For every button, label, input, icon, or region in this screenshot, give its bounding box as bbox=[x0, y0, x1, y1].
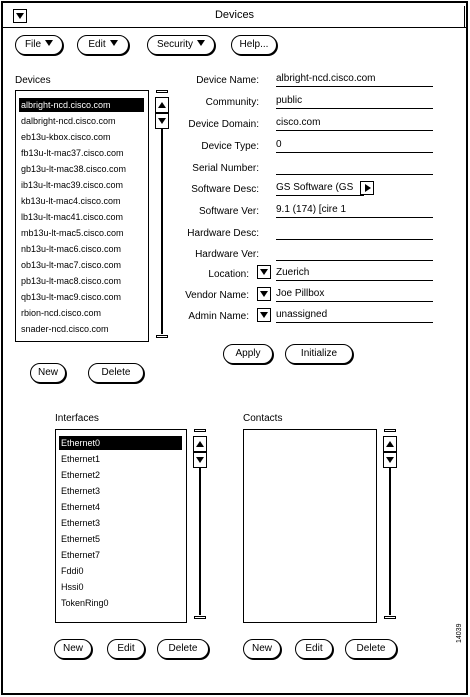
device-name-label: Device Name: bbox=[196, 75, 259, 86]
contacts-new-button[interactable] bbox=[243, 639, 281, 659]
scroll-down-icon[interactable] bbox=[155, 113, 169, 129]
location-field[interactable]: Zuerich bbox=[276, 267, 433, 281]
window-title: Devices bbox=[214, 9, 255, 21]
scrollbar-track[interactable] bbox=[389, 468, 391, 615]
interface-list-item[interactable]: Ethernet3 bbox=[61, 518, 101, 528]
file-menu-button[interactable] bbox=[15, 35, 63, 55]
contacts-new-label: New bbox=[251, 643, 272, 654]
scrollbar-bottom-cap bbox=[384, 616, 396, 619]
device-domain-field[interactable]: cisco.com bbox=[276, 117, 433, 131]
scrollbar-top-cap bbox=[384, 429, 396, 432]
apply-label: Apply bbox=[235, 348, 261, 359]
devices-scrollbar[interactable] bbox=[155, 90, 169, 342]
edit-menu-label: Edit bbox=[88, 39, 106, 50]
help-button-label: Help... bbox=[239, 39, 269, 50]
interface-list-item[interactable]: Ethernet0 bbox=[59, 436, 182, 450]
devices-window bbox=[1, 1, 468, 695]
contacts-delete-label: Delete bbox=[356, 643, 386, 654]
initialize-button[interactable] bbox=[285, 344, 353, 364]
vendor-dropdown-icon[interactable] bbox=[257, 287, 271, 301]
interfaces-list[interactable] bbox=[55, 429, 187, 623]
device-list-item[interactable]: fb13u-lt-mac37.cisco.com bbox=[21, 148, 124, 158]
security-menu-button[interactable] bbox=[147, 35, 215, 55]
software-desc-label: Software Desc: bbox=[191, 184, 259, 195]
device-list-item[interactable]: rbion-ncd.cisco.com bbox=[21, 308, 102, 318]
interface-list-item[interactable]: Fddi0 bbox=[61, 566, 84, 576]
figure-id: 14039 bbox=[456, 623, 463, 643]
scrollbar-track[interactable] bbox=[199, 468, 201, 615]
security-menu-label: Security bbox=[156, 39, 194, 50]
scrollbar-bottom-cap bbox=[156, 335, 168, 338]
device-list-item[interactable]: mb13u-lt-mac5.cisco.com bbox=[21, 228, 124, 238]
scroll-down-icon[interactable] bbox=[383, 452, 397, 468]
device-list-item[interactable]: gb13u-lt-mac38.cisco.com bbox=[21, 164, 127, 174]
scroll-up-icon[interactable] bbox=[383, 436, 397, 452]
interface-list-item[interactable]: Ethernet7 bbox=[61, 550, 101, 560]
hardware-desc-label: Hardware Desc: bbox=[187, 228, 259, 239]
interface-list-item[interactable]: Ethernet1 bbox=[61, 454, 101, 464]
devices-delete-button[interactable] bbox=[88, 363, 144, 383]
interfaces-delete-button[interactable] bbox=[157, 639, 209, 659]
title-bar-edge bbox=[464, 6, 466, 28]
software-ver-field[interactable]: 9.1 (174) [cire 1 bbox=[276, 204, 433, 218]
edit-menu-button[interactable] bbox=[77, 35, 129, 55]
chevron-down-icon bbox=[197, 40, 205, 46]
scrollbar-top-cap bbox=[156, 90, 168, 93]
admin-name-label: Admin Name: bbox=[188, 311, 249, 322]
chevron-right-icon[interactable] bbox=[360, 181, 374, 195]
device-name-field[interactable]: albright-ncd.cisco.com bbox=[276, 73, 433, 87]
software-desc-field[interactable]: GS Software (GS bbox=[276, 182, 364, 196]
interfaces-edit-label: Edit bbox=[117, 643, 135, 654]
device-list-item[interactable]: ib13u-lt-mac39.cisco.com bbox=[21, 180, 124, 190]
admin-dropdown-icon[interactable] bbox=[257, 308, 271, 322]
serial-number-label: Serial Number: bbox=[192, 163, 259, 174]
scrollbar-track[interactable] bbox=[161, 129, 163, 334]
hardware-ver-label: Hardware Ver: bbox=[195, 249, 259, 260]
device-list-item[interactable]: nb13u-lt-mac6.cisco.com bbox=[21, 244, 122, 254]
location-dropdown-icon[interactable] bbox=[257, 265, 271, 279]
devices-label: Devices bbox=[15, 75, 51, 86]
interfaces-label: Interfaces bbox=[55, 413, 99, 424]
interfaces-scrollbar[interactable] bbox=[193, 429, 207, 623]
apply-button[interactable] bbox=[223, 344, 273, 364]
vendor-name-field[interactable]: Joe Pillbox bbox=[276, 288, 433, 302]
scrollbar-top-cap bbox=[194, 429, 206, 432]
device-list-item[interactable]: albright-ncd.cisco.com bbox=[19, 98, 144, 112]
hardware-desc-field[interactable] bbox=[276, 226, 433, 240]
device-list-item[interactable]: kb13u-lt-mac4.cisco.com bbox=[21, 196, 121, 206]
contacts-delete-button[interactable] bbox=[345, 639, 397, 659]
interfaces-new-button[interactable] bbox=[54, 639, 92, 659]
interfaces-new-label: New bbox=[62, 643, 83, 654]
contacts-scrollbar[interactable] bbox=[383, 429, 397, 623]
device-list-item[interactable]: eb13u-kbox.cisco.com bbox=[21, 132, 111, 142]
scroll-up-icon[interactable] bbox=[155, 97, 169, 113]
scroll-down-icon[interactable] bbox=[193, 452, 207, 468]
contacts-list[interactable] bbox=[243, 429, 377, 623]
serial-number-field[interactable] bbox=[276, 161, 433, 175]
device-list-item[interactable]: lb13u-lt-mac41.cisco.com bbox=[21, 212, 124, 222]
device-list-item[interactable]: dalbright-ncd.cisco.com bbox=[21, 116, 116, 126]
device-list-item[interactable]: pb13u-lt-mac8.cisco.com bbox=[21, 276, 122, 286]
device-domain-label: Device Domain: bbox=[188, 119, 259, 130]
software-ver-label: Software Ver: bbox=[198, 206, 259, 217]
title-bar bbox=[3, 3, 466, 28]
device-type-label: Device Type: bbox=[201, 141, 259, 152]
interface-list-item[interactable]: Ethernet4 bbox=[61, 502, 101, 512]
device-list-item[interactable]: snader-ncd.cisco.com bbox=[21, 324, 109, 334]
contacts-edit-button[interactable] bbox=[295, 639, 333, 659]
devices-new-button[interactable] bbox=[30, 363, 66, 383]
interfaces-edit-button[interactable] bbox=[107, 639, 145, 659]
scroll-up-icon[interactable] bbox=[193, 436, 207, 452]
interface-list-item[interactable]: Ethernet2 bbox=[61, 470, 101, 480]
interface-list-item[interactable]: Hssi0 bbox=[61, 582, 84, 592]
file-menu-label: File bbox=[24, 39, 42, 50]
interfaces-delete-label: Delete bbox=[168, 643, 198, 654]
scrollbar-bottom-cap bbox=[194, 616, 206, 619]
community-label: Community: bbox=[205, 97, 259, 108]
interface-list-item[interactable]: Ethernet5 bbox=[61, 534, 101, 544]
device-type-field[interactable]: 0 bbox=[276, 139, 433, 153]
admin-name-field[interactable]: unassigned bbox=[276, 309, 433, 323]
chevron-down-icon bbox=[45, 40, 53, 46]
chevron-down-icon bbox=[110, 40, 118, 46]
device-list-item[interactable]: qb13u-lt-mac9.cisco.com bbox=[21, 292, 122, 302]
contacts-edit-label: Edit bbox=[305, 643, 323, 654]
devices-new-label: New bbox=[37, 367, 58, 378]
hardware-ver-field[interactable] bbox=[276, 247, 433, 261]
interface-list-item[interactable]: Ethernet3 bbox=[61, 486, 101, 496]
initialize-label: Initialize bbox=[300, 348, 338, 359]
devices-list[interactable] bbox=[15, 90, 149, 342]
location-label: Location: bbox=[208, 269, 249, 280]
community-field[interactable]: public bbox=[276, 95, 433, 109]
device-list-item[interactable]: ob13u-lt-mac7.cisco.com bbox=[21, 260, 122, 270]
contacts-label: Contacts bbox=[243, 413, 283, 424]
vendor-name-label: Vendor Name: bbox=[185, 290, 249, 301]
devices-delete-label: Delete bbox=[101, 367, 131, 378]
interface-list-item[interactable]: TokenRing0 bbox=[61, 598, 109, 608]
help-button[interactable] bbox=[231, 35, 277, 55]
